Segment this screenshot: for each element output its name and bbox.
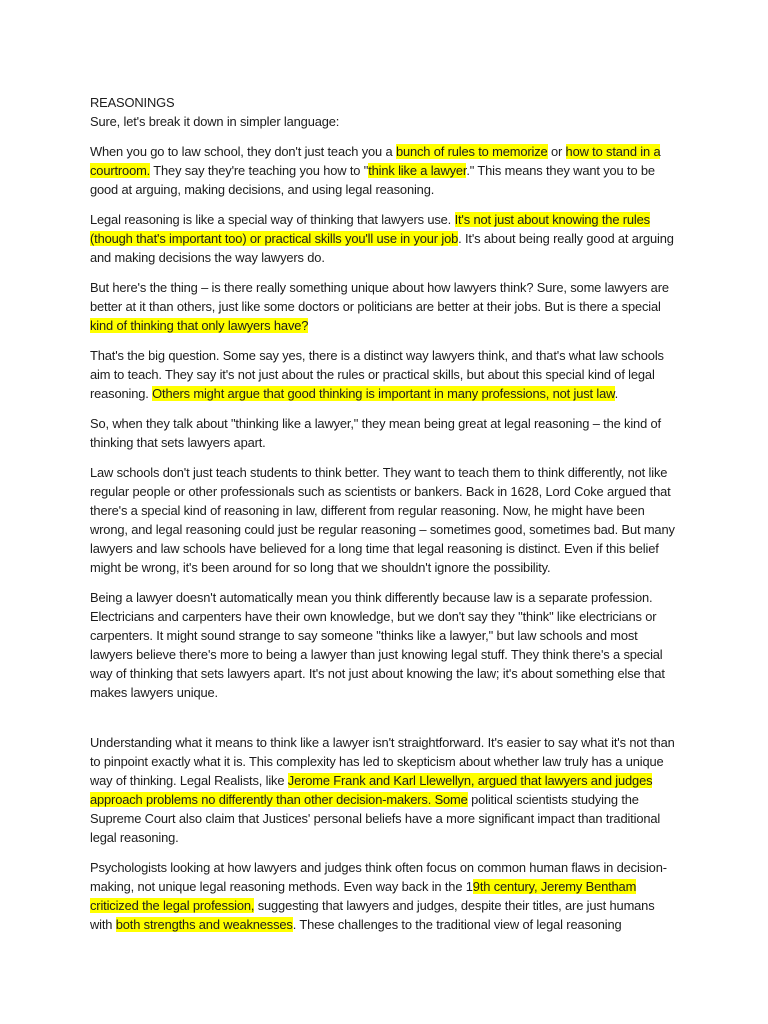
document-intro: Sure, let's break it down in simpler language: bbox=[90, 114, 340, 129]
text-run: . These challenges to the traditional view of legal reasoning bbox=[292, 917, 622, 932]
document-page bbox=[90, 93, 680, 934]
text-run: Law schools don't just teach students to think better. They want to teach them to think differently, not like regular people or other professionals such as scientists or bankers. Back in 1628, Lord Coke argued that there's a special kind of reasoning in law, different from regular reasoning. Now, he might have been wrong, and legal reasoning could just be regular reasoning – sometimes good, sometimes bad. But many lawyers and law schools have believed for a long time that legal reasoning is distinct. Even if this belief might be wrong, it's been around for so long that we shouldn't ignore the possibility. bbox=[90, 465, 675, 575]
highlighted-text: think like a lawyer bbox=[368, 163, 467, 178]
document-title: REASONINGS bbox=[90, 95, 175, 110]
highlighted-text: how to stand in a courtroom. bbox=[90, 144, 661, 178]
text-run: They say they're teaching you how to " bbox=[150, 163, 369, 178]
paragraph bbox=[90, 346, 680, 403]
document-body bbox=[90, 142, 680, 934]
paragraph bbox=[90, 414, 680, 452]
highlighted-text: kind of thinking that only lawyers have? bbox=[90, 318, 309, 333]
text-run: suggesting that lawyers and judges, despite their titles, are just humans with bbox=[90, 898, 655, 932]
text-run: So, when they talk about "thinking like a lawyer," they mean being great at legal reasoning – the kind of thinking that sets lawyers apart. bbox=[90, 416, 661, 450]
text-run: Understanding what it means to think like a lawyer isn't straightforward. It's easier to say what it's not than to pinpoint exactly what it is. This complexity has led to skepticism about whether law truly has a unique way of thinking. Legal Realists, like bbox=[90, 735, 675, 788]
highlighted-text: It's not just about knowing the rules (though that's important too) or practical skills you'll use in your job bbox=[90, 212, 650, 246]
text-run: ." This means they want you to be good at arguing, making decisions, and using legal reasoning. bbox=[90, 163, 655, 197]
paragraph bbox=[90, 210, 680, 267]
text-run: That's the big question. Some say yes, there is a distinct way lawyers think, and that's what law schools aim to teach. They say it's not just about the rules or practical skills, but about this special kind of legal reasoning. bbox=[90, 348, 664, 401]
highlighted-text: Others might argue that good thinking is important in many professions, not just law bbox=[152, 386, 615, 401]
text-run: Being a lawyer doesn't automatically mean you think differently because law is a separate profession. Electricians and carpenters have their own knowledge, but we don't say they "think" like electricians or carpenters. It might sound strange to say someone "thinks like a lawyer," but law schools and most lawyers believe there's more to being a lawyer than just knowing legal stuff. They think there's a special way of thinking that sets lawyers apart. It's not just about knowing the law; it's about something else that makes lawyers unique. bbox=[90, 590, 665, 700]
paragraph bbox=[90, 463, 680, 577]
text-run: or bbox=[547, 144, 566, 159]
paragraph bbox=[90, 588, 680, 702]
text-run: . It's about being really good at arguing and making decisions the way lawyers do. bbox=[90, 231, 674, 265]
text-run: Psychologists looking at how lawyers and judges think often focus on common human flaws in decision-making, not unique legal reasoning methods. Even way back in the 1 bbox=[90, 860, 667, 894]
paragraph bbox=[90, 858, 680, 934]
text-run: . bbox=[614, 386, 619, 401]
highlighted-text: 9th century, Jeremy Bentham criticized the legal profession, bbox=[90, 879, 637, 913]
text-run: But here's the thing – is there really something unique about how lawyers think? Sure, some lawyers are better at it than others, just like some doctors or politicians are better at their jobs. But is there a special bbox=[90, 280, 669, 314]
text-run: When you go to law school, they don't just teach you a bbox=[90, 144, 396, 159]
paragraph bbox=[90, 733, 680, 847]
text-run: political scientists studying the Supreme Court also claim that Justices' personal beliefs have a more significant impact than traditional legal reasoning. bbox=[90, 792, 661, 845]
paragraph bbox=[90, 142, 680, 199]
paragraph bbox=[90, 278, 680, 335]
text-run: Legal reasoning is like a special way of thinking that lawyers use. bbox=[90, 212, 455, 227]
highlighted-text: both strengths and weaknesses bbox=[115, 917, 293, 932]
highlighted-text: Jerome Frank and Karl Llewellyn, argued that lawyers and judges approach problems no differently than other decision-makers. Some bbox=[90, 773, 653, 807]
highlighted-text: bunch of rules to memorize bbox=[395, 144, 548, 159]
